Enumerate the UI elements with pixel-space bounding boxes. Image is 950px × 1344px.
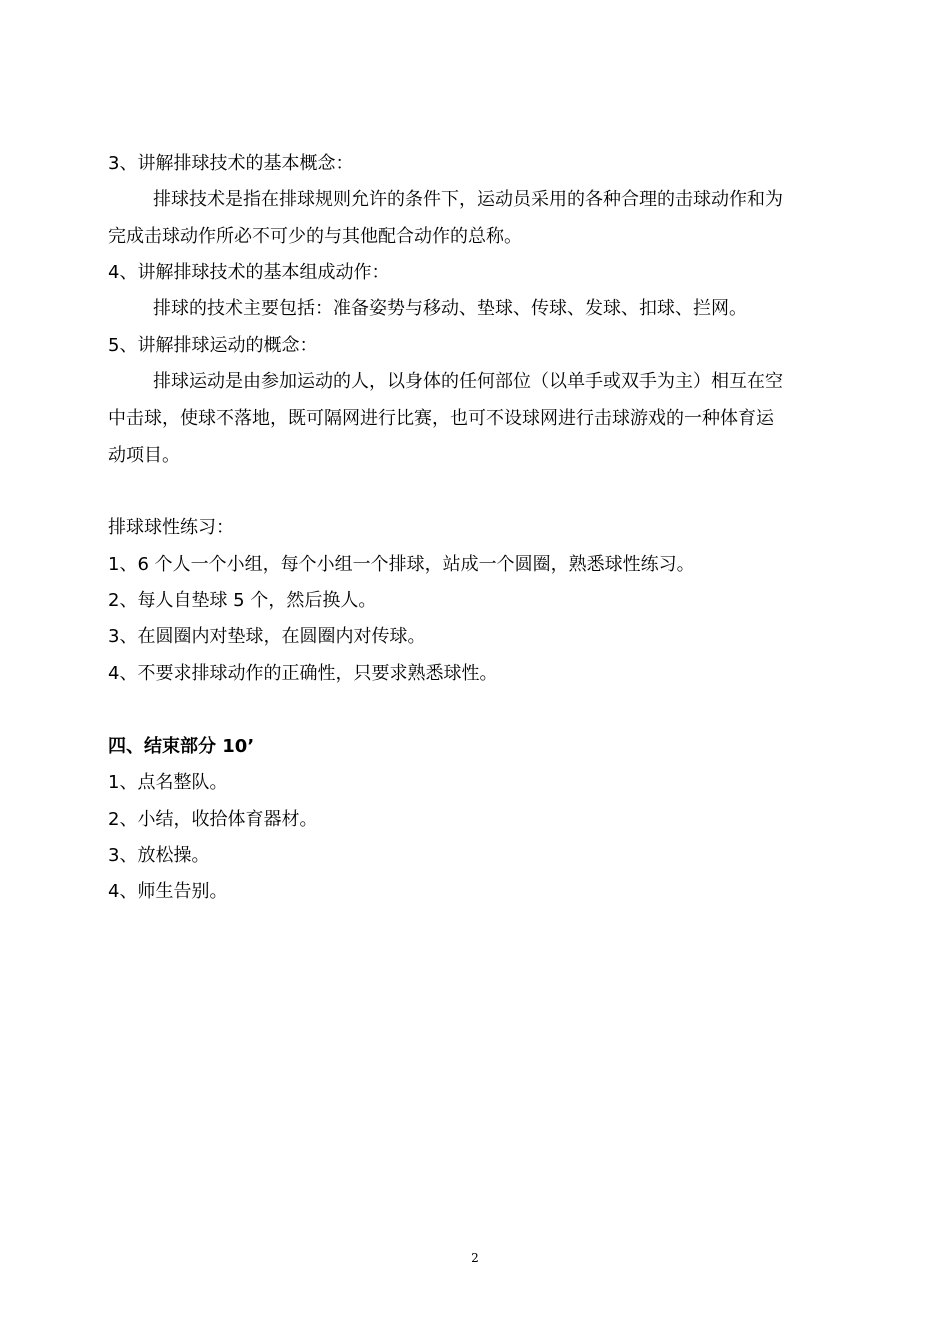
closing-section-title: 四、结束部分 10’ — [108, 736, 255, 757]
practice-item: 2、每人自垫球 5 个，然后换人。 — [108, 590, 377, 611]
section-4-heading: 4、讲解排球技术的基本组成动作： — [108, 262, 390, 283]
section-4-paragraph: 排球的技术主要包括：准备姿势与移动、垫球、传球、发球、扣球、拦网。 — [153, 298, 747, 319]
section-5-paragraph-line-2: 中击球，使球不落地，既可隔网进行比赛，也可不设球网进行击球游戏的一种体育运 — [108, 408, 774, 429]
closing-item: 2、小结，收拾体育器材。 — [108, 809, 318, 830]
practice-item: 1、6 个人一个小组，每个小组一个排球，站成一个圆圈，熟悉球性练习。 — [108, 554, 695, 575]
practice-item: 3、在圆圈内对垫球，在圆圈内对传球。 — [108, 626, 426, 647]
closing-item: 1、点名整队。 — [108, 772, 228, 793]
section-3-heading: 3、讲解排球技术的基本概念： — [108, 153, 354, 174]
section-3-paragraph-line-2: 完成击球动作所必不可少的与其他配合动作的总称。 — [108, 226, 522, 247]
section-5-heading: 5、讲解排球运动的概念： — [108, 335, 318, 356]
section-5-paragraph-line-1: 排球运动是由参加运动的人，以身体的任何部位（以单手或双手为主）相互在空 — [153, 371, 783, 392]
practice-title: 排球球性练习： — [108, 517, 234, 538]
section-3-paragraph-line-1: 排球技术是指在排球规则允许的条件下，运动员采用的各种合理的击球动作和为 — [153, 189, 783, 210]
section-5-paragraph-line-3: 动项目。 — [108, 445, 180, 466]
closing-item: 3、放松操。 — [108, 845, 210, 866]
closing-item: 4、师生告别。 — [108, 881, 228, 902]
page-number: 2 — [471, 1251, 479, 1265]
practice-item: 4、不要求排球动作的正确性，只要求熟悉球性。 — [108, 663, 498, 684]
